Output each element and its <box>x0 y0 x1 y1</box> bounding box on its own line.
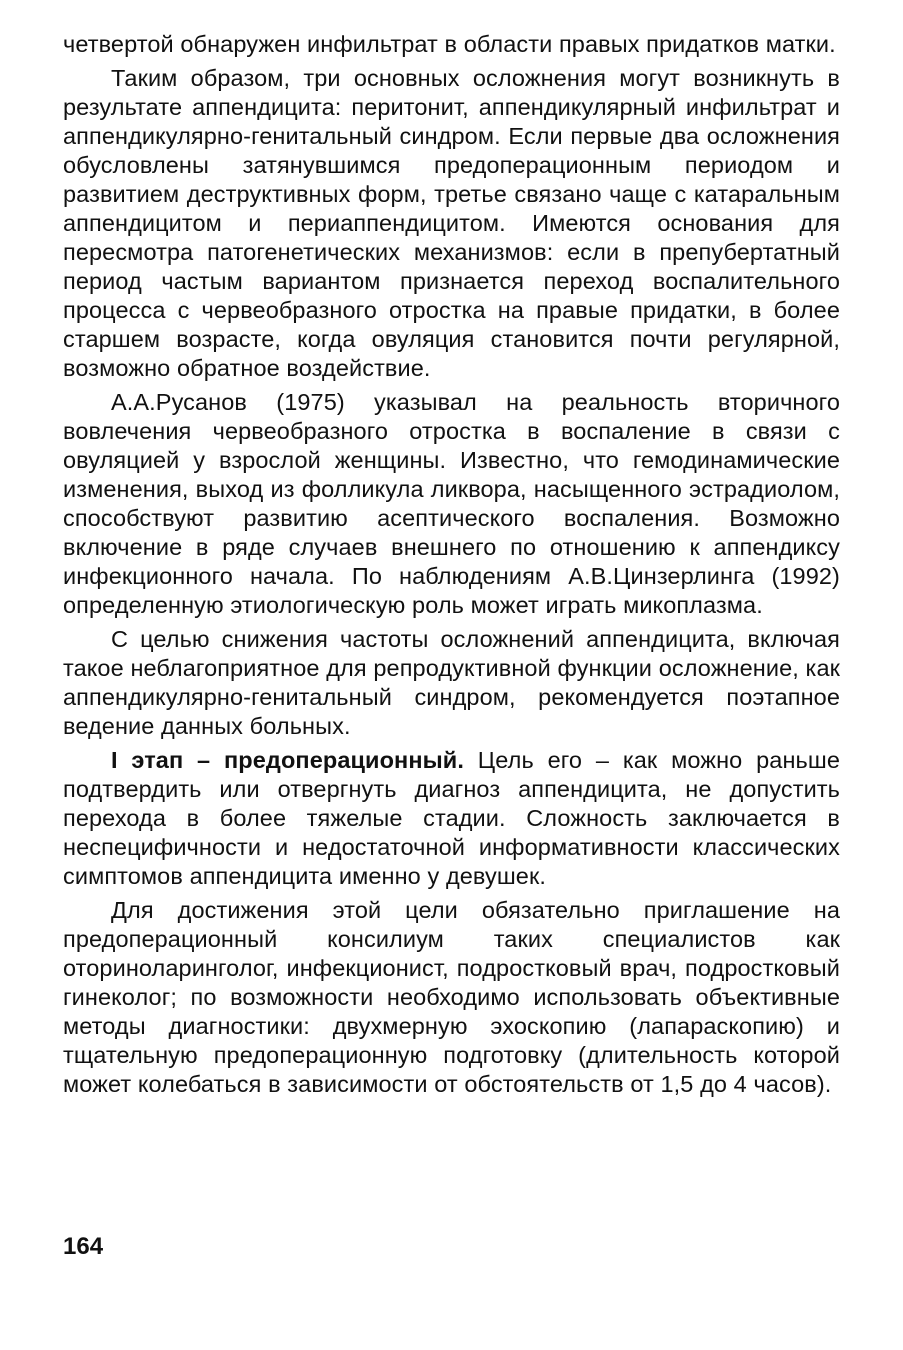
paragraph-consilium: Для достижения этой цели обязательно приглашение на предоперационный консилиум таких специалистов как оториноларинголог, инфекционист, подростковый врач, подростковый гинеколог; по возможности необходимо использовать объективные методы диагностики: двухмерную эхоскопию (лапараскопию) и тщательную предоперационную подготовку (длительность которой может колебаться в зависимости от обстоятельств от 1,5 до 4 часов). <box>63 897 840 1097</box>
page-number: 164 <box>63 1233 104 1260</box>
paragraph-complications: Таким образом, три основных осложнения могут возникнуть в результате аппендицита: перитонит, аппендикулярный инфильтрат и аппендикулярно-генитальный синдром. Если первые два осложнения обусловлены затянувшимся предоперационным периодом и развитием деструктивных форм, третье связано чаще с катаральным аппендицитом и периаппендицитом. Имеются основания для пересмотра патогенетических механизмов: если в препубертатный период частым вариантом признается переход воспалительного процесса с червеобразного отростка на правые придатки, в более старшем возрасте, когда овуляция становится почти регулярной, возможно обратное воздействие. <box>63 65 840 381</box>
paragraph-staged-management: С целью снижения частоты осложнений аппендицита, включая такое неблагоприятное для репродуктивной функции осложнение, как аппендикулярно-генитальный синдром, рекомендуется поэтапное ведение данных больных. <box>63 626 840 739</box>
stage-one-text: Цель его – как можно раньше подтвердить или отвергнуть диагноз аппендицита, не допустить перехода в более тяжелые стадии. Сложность заключается в неспецифичности и недостаточной информативности классических симптомов аппендицита именно у девушек. <box>63 747 840 889</box>
paragraph-rusanov: А.А.Русанов (1975) указывал на реальность вторичного вовлечения червеобразного отростка в воспаление в связи с овуляцией у взрослой женщины. Известно, что гемодинамические изменения, выход из фолликула ликвора, насыщенного эстрадиолом, способствуют развитию асептического воспаления. Возможно включение в ряде случаев внешнего по отношению к аппендиксу инфекционного начала. По наблюдениям А.В.Цинзерлинга (1992) определенную этиологическую роль может играть микоплазма. <box>63 389 840 618</box>
stage-one-heading: I этап – предоперационный. <box>111 747 464 773</box>
paragraph-stage-one <box>63 746 840 891</box>
page-body <box>63 30 840 1104</box>
paragraph-continuation: четвертой обнаружен инфильтрат в области правых придатков матки. <box>63 31 836 57</box>
